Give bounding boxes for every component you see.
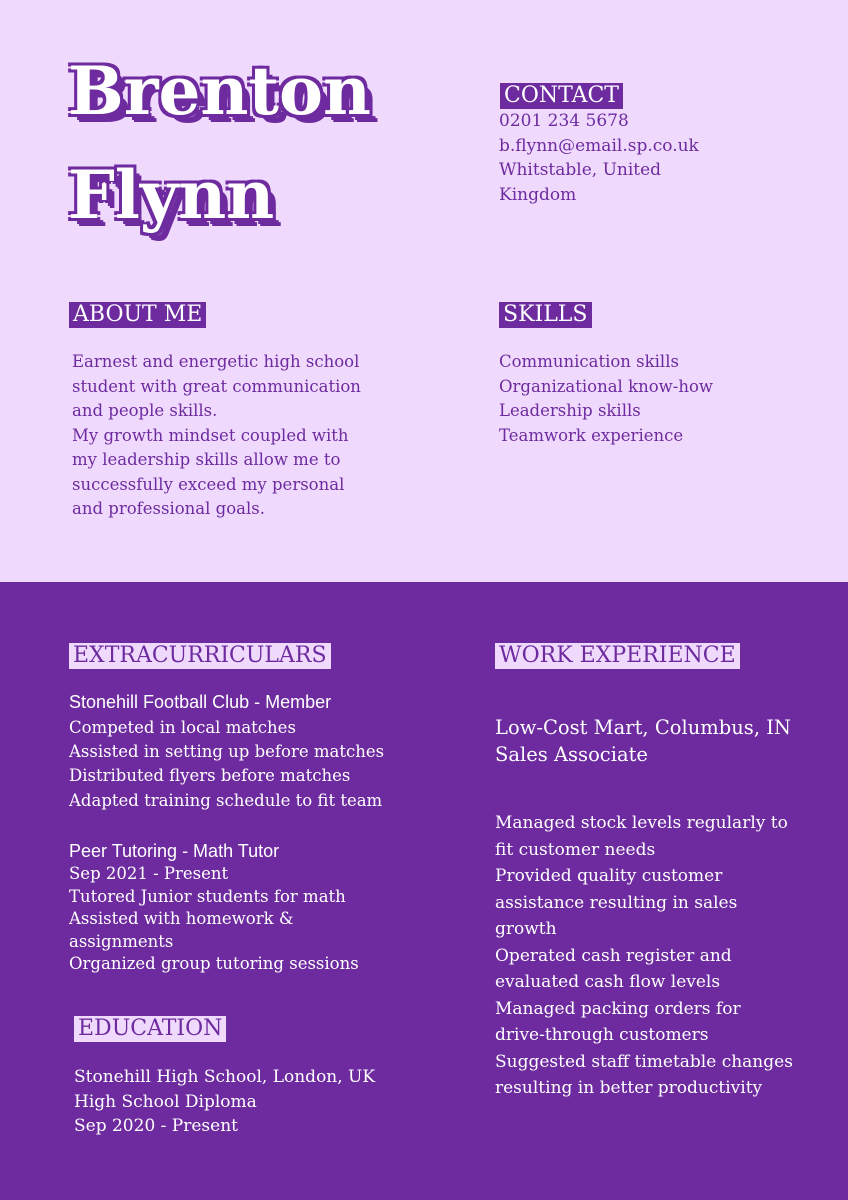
skills-heading: SKILLS: [499, 302, 592, 328]
education-line: High School Diploma: [74, 1091, 257, 1112]
work-line: evaluated cash flow levels: [495, 972, 721, 992]
work-role: Sales Associate: [495, 743, 648, 766]
contact-location-1: Whitstable, United: [499, 160, 662, 180]
about-line: and professional goals.: [72, 499, 265, 518]
education-line: Stonehill High School, London, UK: [74, 1067, 376, 1087]
about-line: My growth mindset coupled with: [72, 425, 349, 445]
contact-location-2: Kingdom: [499, 184, 577, 205]
about-line: and people skills.: [72, 401, 218, 420]
about-line: successfully exceed my personal: [72, 474, 345, 494]
name-first: Brenton: [68, 52, 372, 130]
work-line: Managed packing orders for: [495, 998, 741, 1019]
extracurricular-line: Assisted in setting up before matches: [69, 742, 385, 762]
work-employer: Low-Cost Mart, Columbus, IN: [495, 716, 791, 739]
work-duties: [495, 810, 793, 1102]
education-line: Sep 2020 - Present: [74, 1116, 238, 1136]
work-job: [495, 714, 791, 768]
extracurricular-title: Stonehill Football Club - Member: [69, 692, 332, 712]
education-heading: EDUCATION: [74, 1016, 226, 1042]
work-line: Managed stock levels regularly to: [495, 813, 788, 833]
work-line: fit customer needs: [495, 839, 656, 860]
about-text: [72, 350, 361, 522]
work-line: Suggested staff timetable changes: [495, 1051, 793, 1072]
extracurricular-line: Competed in local matches: [69, 718, 296, 737]
extracurricular-title: Peer Tutoring - Math Tutor: [69, 841, 280, 861]
extracurricular-line: Tutored Junior students for math: [69, 886, 346, 906]
extracurricular-line: Assisted with homework &: [69, 909, 294, 929]
contact-heading: CONTACT: [500, 83, 623, 109]
skill-item: Leadership skills: [499, 401, 641, 420]
education-list: [74, 1065, 375, 1139]
extracurricular-line: Organized group tutoring sessions: [69, 954, 359, 974]
about-line: Earnest and energetic high school: [72, 352, 360, 371]
extracurricular-line: Sep 2021 - Present: [69, 864, 229, 883]
work-line: growth: [495, 919, 557, 939]
about-heading: ABOUT ME: [69, 302, 206, 328]
about-line: student with great communication: [72, 376, 361, 396]
skills-list: [499, 350, 713, 448]
skill-item: Organizational know-how: [499, 376, 714, 396]
skill-item: Communication skills: [499, 352, 679, 371]
extracurricular-line: assignments: [69, 931, 174, 951]
contact-phone: 0201 234 5678: [499, 111, 629, 131]
extracurriculars-heading: EXTRACURRICULARS: [69, 643, 331, 669]
extracurricular-2-list: [69, 863, 359, 976]
name-last: Flynn: [68, 156, 275, 234]
extracurricular-1-list: [69, 716, 384, 813]
work-heading: WORK EXPERIENCE: [495, 643, 740, 669]
work-line: Operated cash register and: [495, 945, 732, 966]
extracurricular-line: Distributed flyers before matches: [69, 766, 351, 786]
about-line: my leadership skills allow me to: [72, 450, 341, 469]
work-line: resulting in better productivity: [495, 1078, 763, 1098]
work-line: assistance resulting in sales: [495, 892, 738, 913]
work-line: drive-through customers: [495, 1025, 709, 1045]
extracurricular-line: Adapted training schedule to fit team: [69, 790, 383, 810]
contact-email: b.flynn@email.sp.co.uk: [499, 135, 699, 156]
work-line: Provided quality customer: [495, 866, 723, 886]
contact-details: [499, 109, 699, 207]
skill-item: Teamwork experience: [499, 425, 684, 445]
